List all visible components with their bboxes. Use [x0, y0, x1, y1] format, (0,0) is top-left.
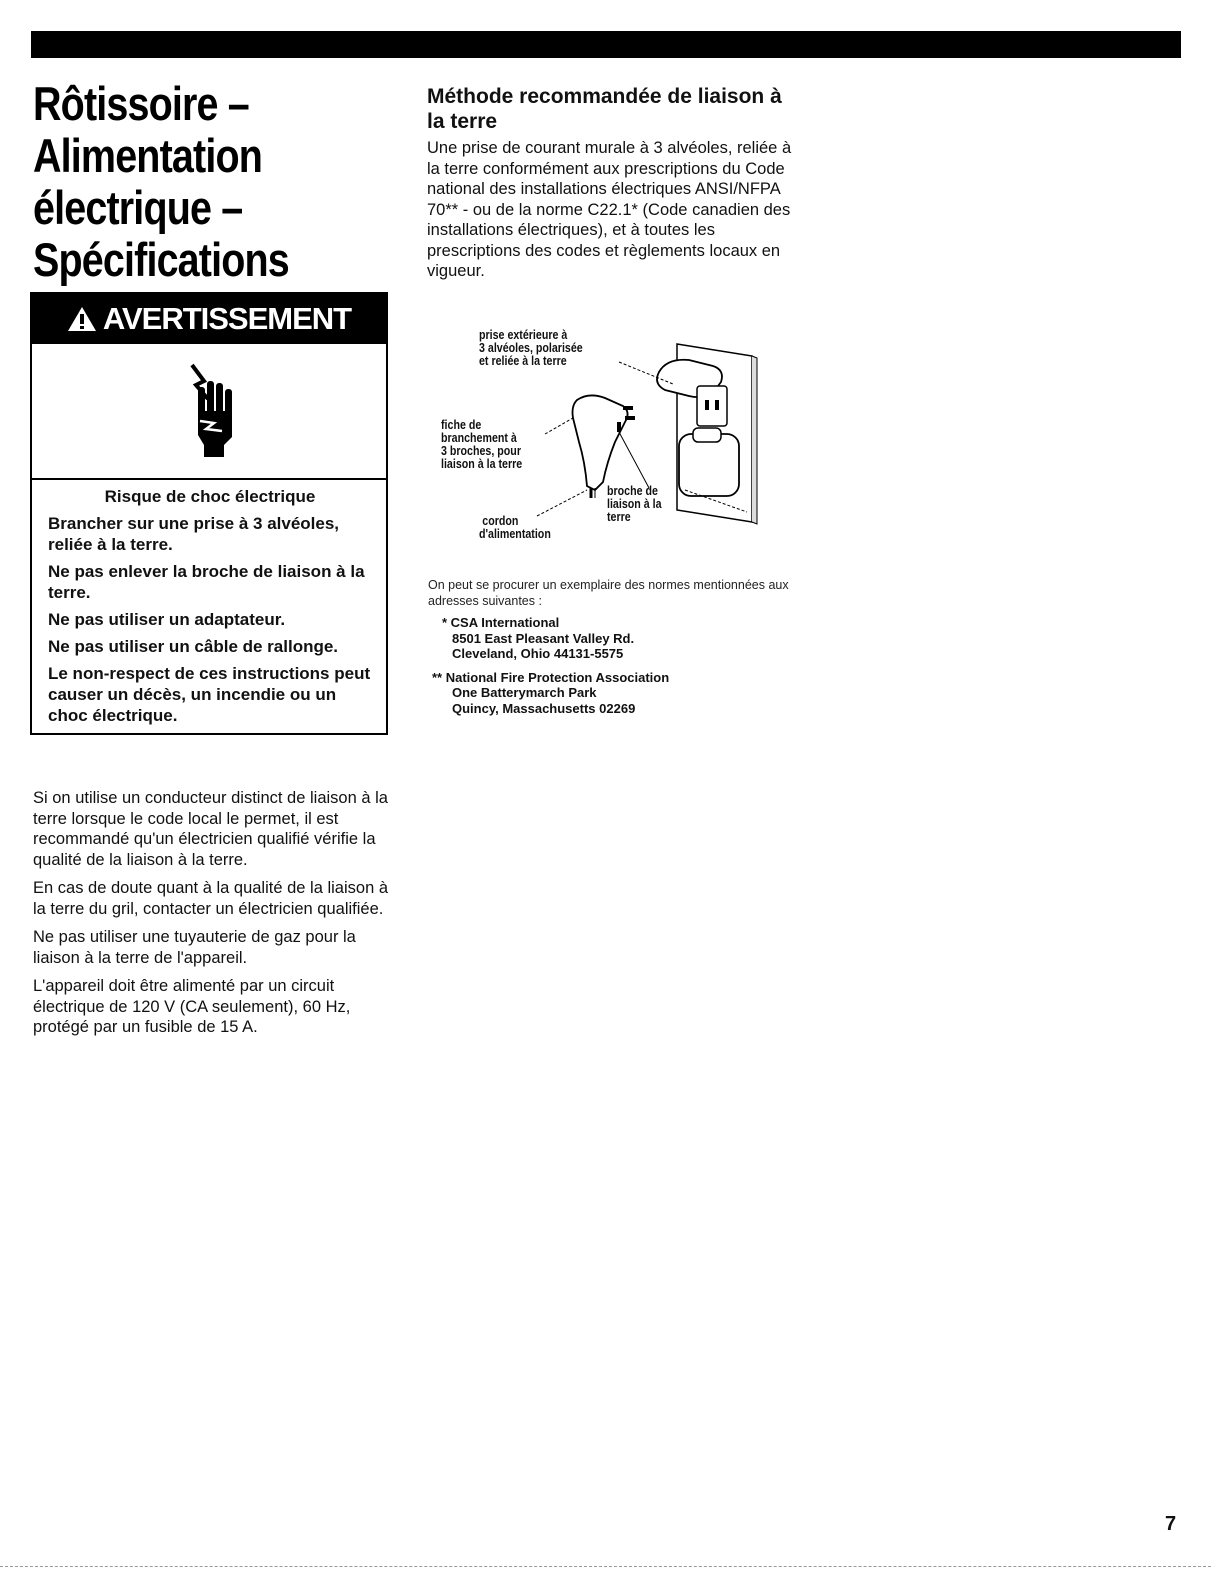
- left-column-text: [33, 788, 393, 1046]
- standards-notes: [428, 577, 798, 724]
- label-line: terre: [607, 509, 631, 524]
- ground-pin-label: [607, 484, 662, 523]
- address-line: One Batterymarch Park: [452, 685, 597, 700]
- address-line: 8501 East Pleasant Valley Rd.: [452, 630, 635, 646]
- label-line: liaison à la: [607, 496, 662, 511]
- cord-label: [479, 514, 551, 540]
- label-line: cordon: [482, 513, 519, 528]
- section-body: Une prise de courant murale à 3 alvéoles, reliée à la terre conformément aux prescriptions du Code national des installations électriques ANSI/NFPA 70** - ou de la norme C22.1* (Code canadien des installations électriques), et à toutes les prescriptions des codes et règlements locaux en vigueur.: [427, 139, 792, 280]
- warning-line: Le non-respect de ces instructions peut causer un décès, un incendie ou un choc électrique.: [48, 664, 371, 725]
- paragraph: Si on utilise un conducteur distinct de liaison à la terre lorsque le code local le permet, il est recommandé qu'un électricien qualifié vérifie la qualité de la liaison à la terre.: [33, 789, 388, 869]
- page-title: [33, 78, 289, 286]
- label-line: 3 alvéoles, polarisée: [479, 340, 583, 355]
- warning-icon-area: [32, 344, 386, 480]
- electric-shock-hand-icon: [164, 361, 254, 461]
- notes-intro: On peut se procurer un exemplaire des normes mentionnées aux adresses suivantes :: [428, 578, 789, 608]
- warning-line: Ne pas enlever la broche de liaison à la terre.: [48, 562, 365, 602]
- warning-header: [32, 294, 386, 344]
- title-line: Rôtissoire –: [33, 77, 249, 130]
- paragraph: L'appareil doit être alimenté par un circuit électrique de 120 V (CA seulement), 60 Hz, protégé par un fusible de 15 A.: [33, 977, 351, 1036]
- section-title: Méthode recommandée de liaison à la terre: [427, 85, 782, 133]
- paragraph: Ne pas utiliser une tuyauterie de gaz pour la liaison à la terre de l'appareil.: [33, 928, 356, 967]
- header-bar: [31, 31, 1181, 58]
- title-line: Spécifications: [33, 233, 289, 286]
- address-line: Quincy, Massachusetts 02269: [452, 700, 636, 716]
- warning-line: Ne pas utiliser un adaptateur.: [48, 610, 286, 629]
- address-nfpa: [428, 670, 798, 717]
- address-line: Cleveland, Ohio 44131-5575: [452, 646, 624, 661]
- label-line: et reliée à la terre: [479, 353, 567, 368]
- paragraph: En cas de doute quant à la qualité de la liaison à la terre du gril, contacter un électricien qualifiée.: [33, 879, 389, 918]
- outlet-label: [479, 328, 583, 367]
- warning-body: [32, 480, 386, 726]
- label-line: liaison à la terre: [441, 456, 523, 471]
- warning-header-text: AVERTISSEMENT: [102, 301, 352, 336]
- title-line: Alimentation: [33, 129, 263, 182]
- label-line: broche de: [607, 483, 658, 498]
- label-line: d'alimentation: [479, 526, 551, 541]
- warning-risk: Risque de choc électrique: [104, 487, 316, 506]
- address-csa: [428, 615, 798, 662]
- address-line: ** National Fire Protection Association: [432, 669, 670, 685]
- bottom-rule: [0, 1566, 1211, 1567]
- page-number: 7: [1165, 1513, 1177, 1535]
- label-line: fiche de: [441, 417, 482, 432]
- warning-triangle-icon: [67, 306, 97, 332]
- title-line: électrique –: [33, 181, 243, 234]
- warning-line: Ne pas utiliser un câble de rallonge.: [48, 637, 339, 656]
- grounding-diagram: [427, 322, 787, 552]
- warning-line: Brancher sur une prise à 3 alvéoles, reliée à la terre.: [48, 514, 340, 554]
- label-line: 3 broches, pour: [441, 443, 521, 458]
- label-line: prise extérieure à: [479, 327, 568, 342]
- address-line: * CSA International: [442, 615, 560, 630]
- warning-box: [30, 292, 388, 735]
- label-line: branchement à: [441, 430, 517, 445]
- plug-label: [441, 418, 522, 470]
- grounding-method-section: [427, 84, 797, 282]
